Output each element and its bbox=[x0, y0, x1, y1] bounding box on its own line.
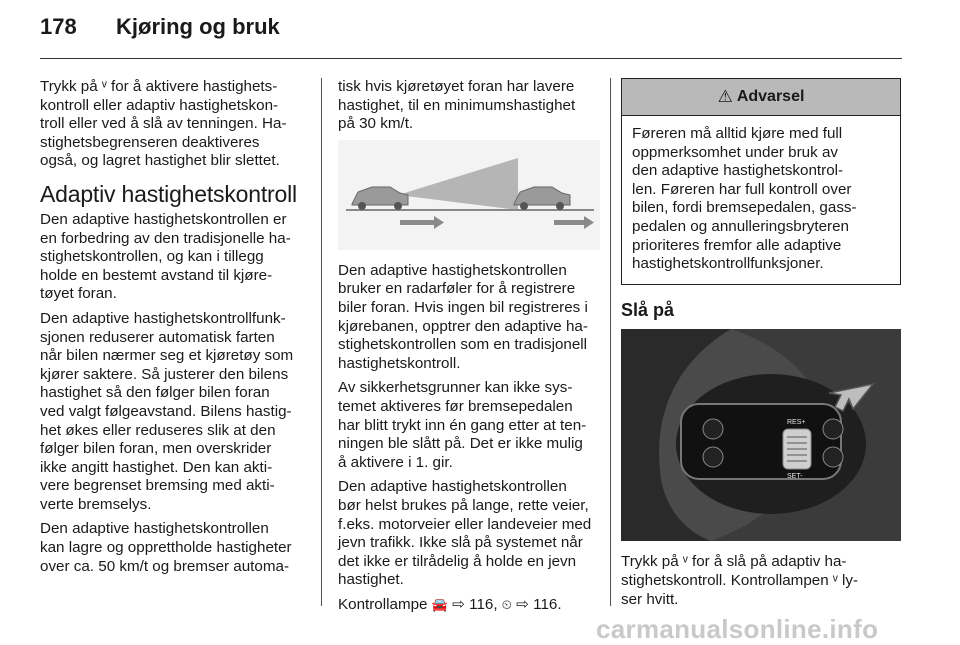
warning-title: Advarsel bbox=[736, 87, 805, 105]
paragraph: Den adaptive hastighetskontrollfunk- sjonen reduserer automatisk farten når bilen nærmer seg et kjøretøy som kjører saktere. Så justerer den bilens hastighet så den følger bilen foran ved valgt følgeavstand. Bilens hastig- het økes eller reduseres slik at den følger bilen foran, men overskrider ikke angitt hastighet. Den kan akti- vere begrenset bremsing med akti- verte bremselys. bbox=[40, 309, 294, 513]
section-heading-switch-on: Slå på bbox=[621, 299, 675, 320]
warning-header bbox=[622, 79, 900, 116]
top-rule bbox=[40, 58, 902, 59]
section-heading-adaptive: Adaptiv hastighetskontroll bbox=[40, 180, 297, 207]
paragraph: tisk hvis kjøretøyet foran har lavere hastighet, til en minimumshastighet på 30 km/t. bbox=[338, 78, 576, 133]
intro-paragraph: Trykk på ᵛ for å aktivere hastighets- kontroll eller adaptiv hastighetskon- troll eller ved å slå av tenningen. Ha- stighetsbegrenseren deaktiveres også, og lagret hastighet blir slettet. bbox=[40, 78, 287, 170]
reference-arrow-icon: ⇨ bbox=[452, 595, 465, 613]
warning-icon: ⚠ bbox=[717, 86, 733, 106]
paragraph: Den adaptive hastighetskontrollen kan lagre og opprettholde hastigheter over ca. 50 km/t og bremser automa- bbox=[40, 520, 292, 575]
paragraph: Trykk på ᵛ for å slå på adaptiv ha- stighetskontroll. Kontrollampen ᵛ ly- ser hvitt. bbox=[621, 553, 859, 608]
car-icon: 🚘 bbox=[431, 596, 448, 612]
paragraph: Den adaptive hastighetskontrollen er en forbedring av den tradisjonelle ha- stighetskontrollen, og kan i tillegg holde en bestemt avstand til kjøre- tøyet foran. bbox=[40, 210, 291, 303]
paragraph: Den adaptive hastighetskontrollen bør helst brukes på lange, rette veier, f.eks. motorveier eller landeveier med jevn trafikk. Ikke slå på systemet når det ikke er tilrådelig å holde en jevn hastighet. bbox=[338, 478, 592, 589]
column-divider-2 bbox=[610, 78, 611, 606]
paragraph: Den adaptive hastighetskontrollen bruker en radarføler for å registrere biler foran. Hvis ingen bil registreres i kjørebanen, opptrer den adaptive ha- stighetskontrollen som en tradisjonell hastighetskontroll. bbox=[338, 261, 588, 372]
paragraph: Av sikkerhetsgrunner kan ikke sys- temet aktiveres før bremsepedalen har blitt trykt inn én gang etter at ten- ningen ble slått på. Det er ikke mulig å aktivere i 1. gir. bbox=[338, 379, 587, 471]
set-label: SET- bbox=[787, 473, 803, 481]
indicator-reference: Kontrollampe 🚘 ⇨ 116, ⏲ ⇨ 116. bbox=[338, 595, 562, 613]
warning-text: Føreren må alltid kjøre med full oppmerksomhet under bruk av den adaptive hastighetskontrol- len. Føreren har full kontroll over bilen, fordi bremsepedalen, gass- pedalen og annulleringsbryteren prioriteres fremfor alle adaptive hastighetskontrollfunksjoner. bbox=[632, 125, 857, 273]
reference-arrow-icon: ⇨ bbox=[516, 595, 529, 613]
column-1 bbox=[40, 78, 308, 582]
cruise-control-icon: ⏲ bbox=[501, 596, 512, 612]
column-3 bbox=[621, 78, 901, 615]
warning-box bbox=[621, 78, 901, 285]
cruise-control-switches bbox=[681, 404, 843, 480]
radar-illustration bbox=[338, 140, 600, 250]
column-2 bbox=[338, 78, 603, 620]
column-divider-1 bbox=[321, 78, 322, 606]
page-title: Kjøring og bruk bbox=[116, 14, 280, 39]
steering-wheel-photo bbox=[621, 329, 901, 541]
watermark: carmanualsonline.info bbox=[596, 614, 879, 644]
page-number: 178 bbox=[40, 14, 77, 39]
res-label: RES+ bbox=[787, 419, 806, 427]
